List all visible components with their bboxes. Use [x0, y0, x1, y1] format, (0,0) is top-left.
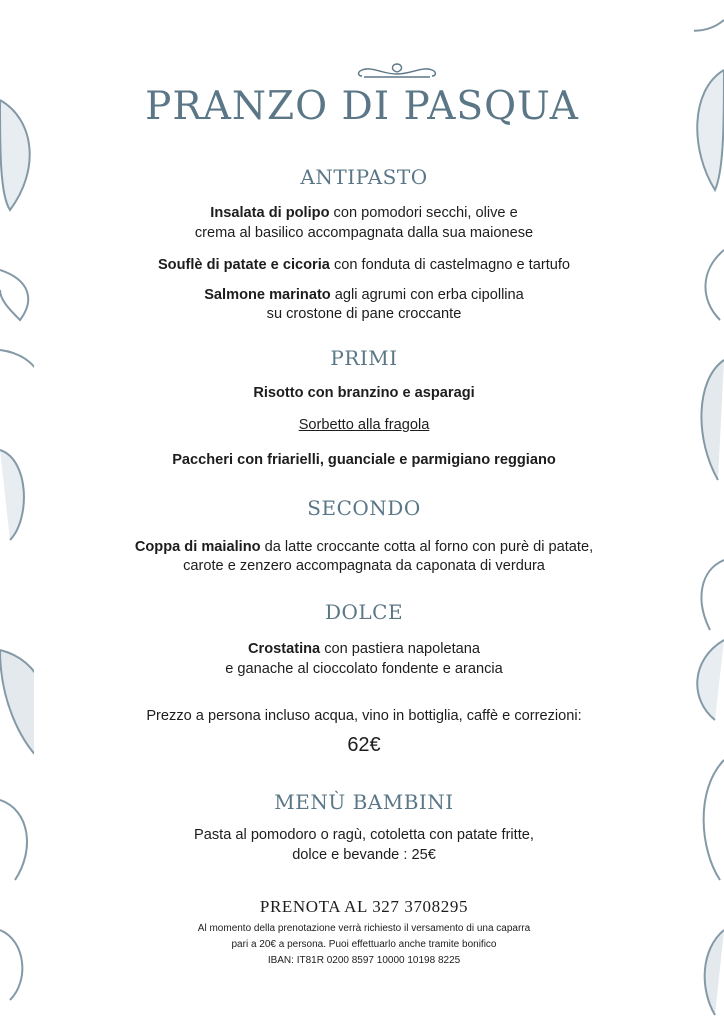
dish-name: Souflè di patate e cicoria — [157, 257, 330, 273]
secondo-item — [34, 537, 694, 557]
antipasto-item-3-line2: su crostone di pane croccante — [266, 306, 462, 322]
dish-desc: con fonduta di castelmagno e tartufo — [329, 257, 571, 273]
primi-item-1 — [34, 383, 694, 403]
antipasto-item-1-line2: crema al basilico accompagnata dalla sua maionese — [194, 225, 534, 241]
kids-menu-line-1: Pasta al pomodoro o ragù, cotoletta con patate fritte, — [194, 827, 534, 843]
booking-note-2: pari a 20€ a persona. Puoi effettuarlo anche tramite bonifico — [231, 939, 497, 950]
primi-sorbetto: Sorbetto alla fragola — [298, 417, 430, 433]
dish-name: Crostatina — [247, 641, 321, 657]
dish-name: Paccheri con friarielli, guanciale e parmigiano reggiano — [172, 452, 556, 468]
booking-note-1: Al momento della prenotazione verrà richiesto il versamento di una caparra — [197, 923, 531, 934]
dish-name: Insalata di polipo — [210, 205, 330, 221]
primi-item-2 — [34, 450, 694, 470]
dish-desc: da latte croccante cotta al forno con purè di patate, — [260, 539, 594, 555]
dolce-item — [34, 639, 694, 659]
secondo-item-line2: carote e zenzero accompagnata da caponata di verdura — [183, 558, 545, 574]
antipasto-item-3 — [34, 285, 694, 305]
booking-iban: IBAN: IT81R 0200 8597 10000 10198 8225 — [267, 955, 461, 966]
dish-name: Risotto con branzino e asparagi — [253, 385, 475, 401]
dish-desc: con pomodori secchi, olive e — [329, 205, 518, 221]
dolce-item-line2: e ganache al cioccolato fondente e arancia — [225, 661, 503, 677]
dolce-heading: DOLCE — [324, 600, 404, 624]
dish-name: Salmone marinato — [204, 287, 331, 303]
dish-name: Coppa di maialino — [134, 539, 261, 555]
antipasto-item-1 — [34, 203, 694, 223]
kids-menu-line-2: dolce e bevande : 25€ — [292, 847, 436, 863]
title-ornament-icon — [352, 60, 442, 80]
price-value: 62€ — [347, 734, 381, 756]
antipasto-item-2 — [34, 255, 694, 275]
dish-desc: agli agrumi con erba cipollina — [330, 287, 524, 303]
price-label: Prezzo a persona incluso acqua, vino in bottiglia, caffè e correzioni: — [146, 708, 582, 724]
primi-heading: PRIMI — [330, 346, 398, 370]
secondo-heading: SECONDO — [307, 496, 421, 520]
menu-content — [34, 0, 694, 1024]
dish-desc: con pastiera napoletana — [320, 641, 480, 657]
booking-phone: PRENOTA AL 327 3708295 — [259, 897, 469, 916]
antipasto-heading: ANTIPASTO — [300, 165, 428, 189]
page-title: PRANZO DI PASQUA — [145, 84, 579, 129]
kids-menu-heading: MENÙ BAMBINI — [274, 790, 454, 814]
